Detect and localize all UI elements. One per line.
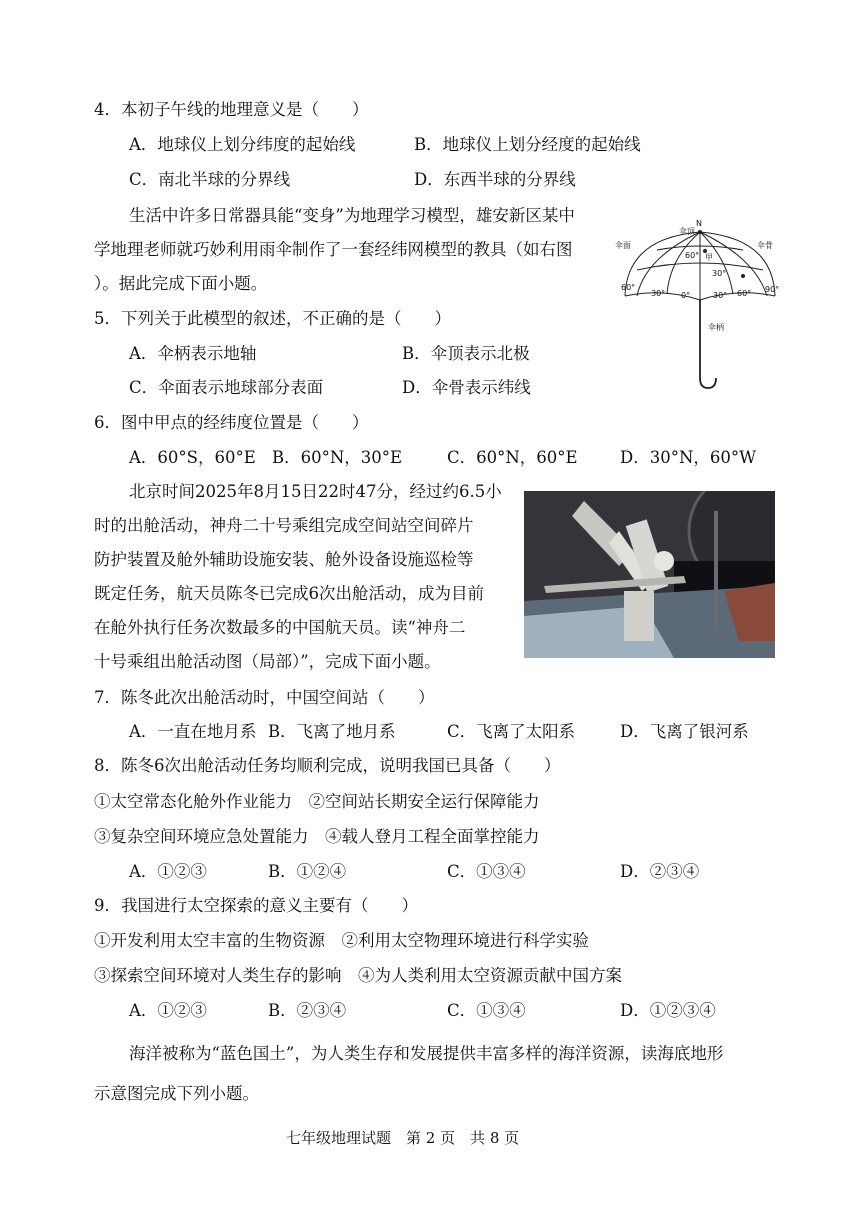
q8-stem: 8．陈冬6次出舱活动任务均顺利完成，说明我国已具备（ ） <box>94 756 561 775</box>
q4-stem: 4．本初子午线的地理意义是（ ） <box>94 100 369 119</box>
q8-option-a: A．①②③ <box>129 862 207 881</box>
q8-items-line-2: ③复杂空间环境应急处置能力 ④载人登月工程全面掌控能力 <box>94 827 540 846</box>
q5-option-c: C．伞面表示地球部分表面 <box>129 378 324 397</box>
north-label: N <box>696 219 702 228</box>
passage2-line-6: 十号乘组出舱活动图（局部）”，完成下面小题。 <box>94 652 441 671</box>
q6-option-d: D．30°N，60°W <box>620 448 757 467</box>
q7-stem: 7．陈冬此次出舱活动时，中国空间站（ ） <box>94 688 435 707</box>
q7-option-d: D．飞离了银河系 <box>620 722 749 741</box>
q6-stem: 6．图中甲点的经纬度位置是（ ） <box>94 413 369 432</box>
q8-items-line-1: ①太空常态化舱外作业能力 ②空间站长期安全运行保障能力 <box>94 792 540 811</box>
q6-option-c: C．60°N，60°E <box>447 448 578 467</box>
point-jia-label: 甲 <box>705 253 713 262</box>
q7-option-b: B．飞离了地月系 <box>268 722 396 741</box>
q7-option-a: A．一直在地月系 <box>129 722 257 741</box>
passage2-line-4: 既定任务，航天员陈冬已完成6次出舱活动，成为目前 <box>94 584 484 603</box>
passage1-line-1: 生活中许多日常器具能“变身”为地理学习模型，雄安新区某中 <box>129 206 575 225</box>
q9-items-line-2: ③探索空间环境对人类生存的影响 ④为人类利用太空资源贡献中国方案 <box>94 966 622 985</box>
canopy-surface-label: 伞面 <box>615 241 631 250</box>
spacewalk-photo <box>524 491 775 658</box>
q9-option-a: A．①②③ <box>129 1001 207 1020</box>
lon-60w-label: 60° <box>621 283 636 292</box>
q5-option-d: D．伞骨表示纬线 <box>402 378 531 397</box>
lon-30w-label: 30° <box>651 289 666 298</box>
passage3-line-1: 海洋被称为“蓝色国土”，为人类生存和发展提供丰富多样的海洋资源，读海底地形 <box>129 1044 724 1063</box>
q9-option-d: D．①②③④ <box>620 1001 716 1020</box>
q5-option-b: B．伞顶表示北极 <box>402 344 530 363</box>
q8-option-c: C．①③④ <box>447 862 526 881</box>
q7-option-c: C．飞离了太阳系 <box>447 722 576 741</box>
page-footer: 七年级地理试题 第 2 页 共 8 页 <box>286 1129 520 1147</box>
lon-30e-label: 30° <box>713 291 728 300</box>
canopy-top-label: 伞顶 <box>679 227 695 236</box>
q4-option-d: D．东西半球的分界线 <box>414 170 576 189</box>
passage2-line-1: 北京时间2025年8月15日22时47分，经过约6.5小 <box>129 482 502 501</box>
passage2-line-3: 防护装置及舱外辅助设施安装、舱外设备设施巡检等 <box>94 550 474 569</box>
handle-label: 伞柄 <box>708 323 724 332</box>
q9-stem: 9．我国进行太空探索的意义主要有（ ） <box>94 896 418 915</box>
lon-60e-label: 60° <box>737 289 752 298</box>
q8-option-b: B．①②④ <box>268 862 347 881</box>
umbrella-model-figure <box>615 218 785 393</box>
lon-0-label: 0° <box>681 291 691 300</box>
passage2-line-2: 时的出舱活动，神舟二十号乘组完成空间站空间碎片 <box>94 516 474 535</box>
q9-items-line-1: ①开发利用太空丰富的生物资源 ②利用太空物理环境进行科学实验 <box>94 931 589 950</box>
lat-60-label: 60° <box>685 251 700 260</box>
lat-30-label: 30° <box>712 269 727 278</box>
lon-90e-label: 90° <box>765 285 780 294</box>
q4-option-c: C．南北半球的分界线 <box>129 170 291 189</box>
q5-stem: 5．下列关于此模型的叙述，不正确的是（ ） <box>94 309 451 328</box>
q8-option-d: D．②③④ <box>620 862 700 881</box>
umbrella-handle-hook <box>700 378 716 388</box>
q6-option-a: A．60°S，60°E <box>129 448 256 467</box>
rib-label: 伞骨 <box>757 241 773 250</box>
passage1-line-2: 学地理老师就巧妙利用雨伞制作了一套经纬网模型的教具（如右图 <box>94 240 573 259</box>
q4-option-b: B．地球仪上划分经度的起始线 <box>414 135 641 154</box>
q9-option-c: C．①③④ <box>447 1001 526 1020</box>
passage3-line-2: 示意图完成下列小题。 <box>94 1084 259 1103</box>
q6-option-b: B．60°N，30°E <box>272 448 403 467</box>
passage1-line-3: ）。据此完成下面小题。 <box>94 274 268 293</box>
passage2-line-5: 在舱外执行任务次数最多的中国航天员。读“神舟二 <box>94 618 466 637</box>
q4-option-a: A．地球仪上划分纬度的起始线 <box>129 135 356 154</box>
q9-option-b: B．②③④ <box>268 1001 347 1020</box>
q5-option-a: A．伞柄表示地轴 <box>129 344 257 363</box>
